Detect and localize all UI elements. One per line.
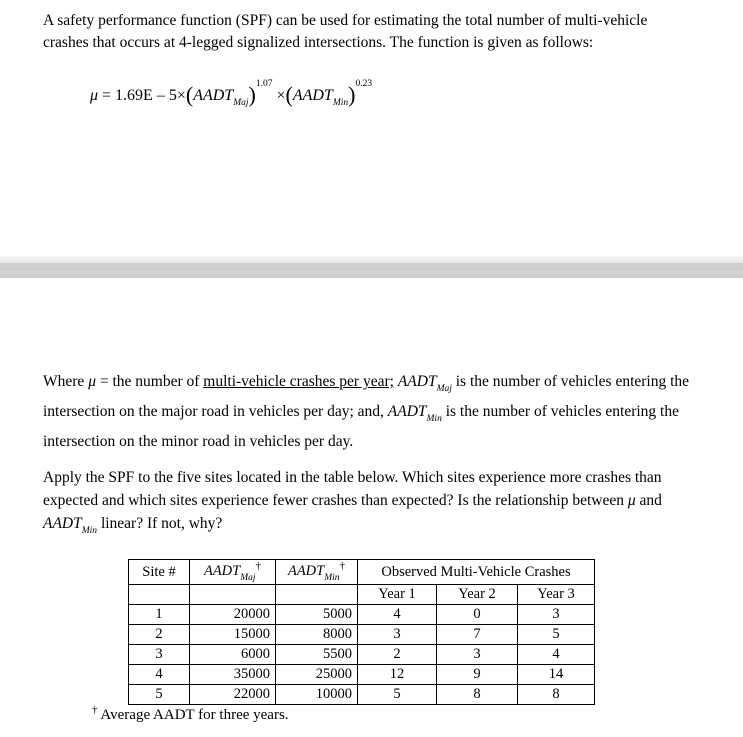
crash-cell: 4	[518, 645, 595, 665]
crash-cell: 14	[518, 665, 595, 685]
site-cell: 2	[129, 625, 190, 645]
aadt-maj-cell: 20000	[190, 605, 276, 625]
year-header: Year 2	[437, 585, 518, 605]
aadt-min-cell: 25000	[276, 665, 358, 685]
crash-data-table	[128, 559, 595, 705]
open-paren: (	[185, 82, 194, 107]
formula-constant: = 1.69E – 5×	[98, 87, 186, 104]
table-row	[129, 645, 595, 665]
min-exponent: 0.23	[355, 79, 373, 89]
table-row	[129, 625, 595, 645]
aadt-maj-cell: 22000	[190, 685, 276, 705]
table-row	[129, 685, 595, 705]
crash-cell: 3	[437, 645, 518, 665]
crash-cell: 12	[358, 665, 437, 685]
close-paren: )	[348, 82, 356, 107]
year-header: Year 1	[358, 585, 437, 605]
table-header-row	[129, 560, 595, 585]
close-paren: )	[248, 82, 256, 107]
maj-exponent: 1.07	[255, 79, 273, 89]
crash-cell: 3	[518, 605, 595, 625]
year-header-row	[129, 585, 595, 605]
aadt-min-label: AADT	[292, 87, 333, 104]
question-paragraph: Apply the SPF to the five sites located in the table below. Which sites experience more crashes than expected and which sites experience fewer crashes than expected? Is the relationship between μ and $AADT_{Min}$ linear? If not, why?	[43, 469, 662, 536]
crash-cell: 9	[437, 665, 518, 685]
times-sign: ×	[272, 87, 286, 104]
intro-paragraph: A safety performance function (SPF) can be used for estimating the total number of multi-vehicle crashes that occurs at 4-legged signalized intersections. The function is given as follows:	[43, 12, 648, 51]
min-subscript: Min	[332, 98, 349, 108]
maj-subscript: Maj	[233, 98, 249, 108]
crash-cell: 8	[518, 685, 595, 705]
crash-cell: 0	[437, 605, 518, 625]
site-cell: 3	[129, 645, 190, 665]
open-paren: (	[285, 82, 293, 107]
crash-cell: 2	[358, 645, 437, 665]
aadt-min-cell: 10000	[276, 685, 358, 705]
aadt-min-cell: 8000	[276, 625, 358, 645]
table-row	[129, 665, 595, 685]
observed-crashes-header: Observed Multi-Vehicle Crashes	[358, 560, 595, 585]
crash-cell: 4	[358, 605, 437, 625]
aadt-maj-cell: 6000	[190, 645, 276, 665]
mu-symbol: μ	[90, 87, 99, 104]
year-header: Year 3	[518, 585, 595, 605]
aadt-maj-header: $AADT_{Maj}^\dagger$	[190, 560, 276, 585]
crash-cell: 8	[437, 685, 518, 705]
spf-formula	[90, 79, 373, 108]
where-paragraph: Where μ = the number of multi-vehicle crashes per year; $AADT_{Maj}$ is the number of vehicles entering the intersection on the major road in vehicles per day; and, $AADT_{Min}$ is the number of vehicles entering the intersection on the minor road in vehicles per day.	[43, 373, 690, 450]
aadt-maj-cell: 35000	[190, 665, 276, 685]
site-header: Site #	[129, 560, 190, 585]
site-cell: 5	[129, 685, 190, 705]
crash-cell: 3	[358, 625, 437, 645]
crash-cell: 5	[518, 625, 595, 645]
dagger-symbol: †	[92, 704, 98, 716]
aadt-min-cell: 5500	[276, 645, 358, 665]
page-divider	[0, 256, 743, 278]
aadt-maj-cell: 15000	[190, 625, 276, 645]
site-cell: 4	[129, 665, 190, 685]
site-cell: 1	[129, 605, 190, 625]
table-row	[129, 605, 595, 625]
aadt-min-header: $AADT_{Min}^\dagger$	[276, 560, 358, 585]
aadt-min-cell: 5000	[276, 605, 358, 625]
underlined-phrase: multi-vehicle crashes per year;	[203, 373, 394, 390]
crash-cell: 5	[358, 685, 437, 705]
crash-cell: 7	[437, 625, 518, 645]
aadt-maj-label: AADT	[193, 87, 234, 104]
table-footnote: † Average AADT for three years.	[92, 704, 289, 723]
